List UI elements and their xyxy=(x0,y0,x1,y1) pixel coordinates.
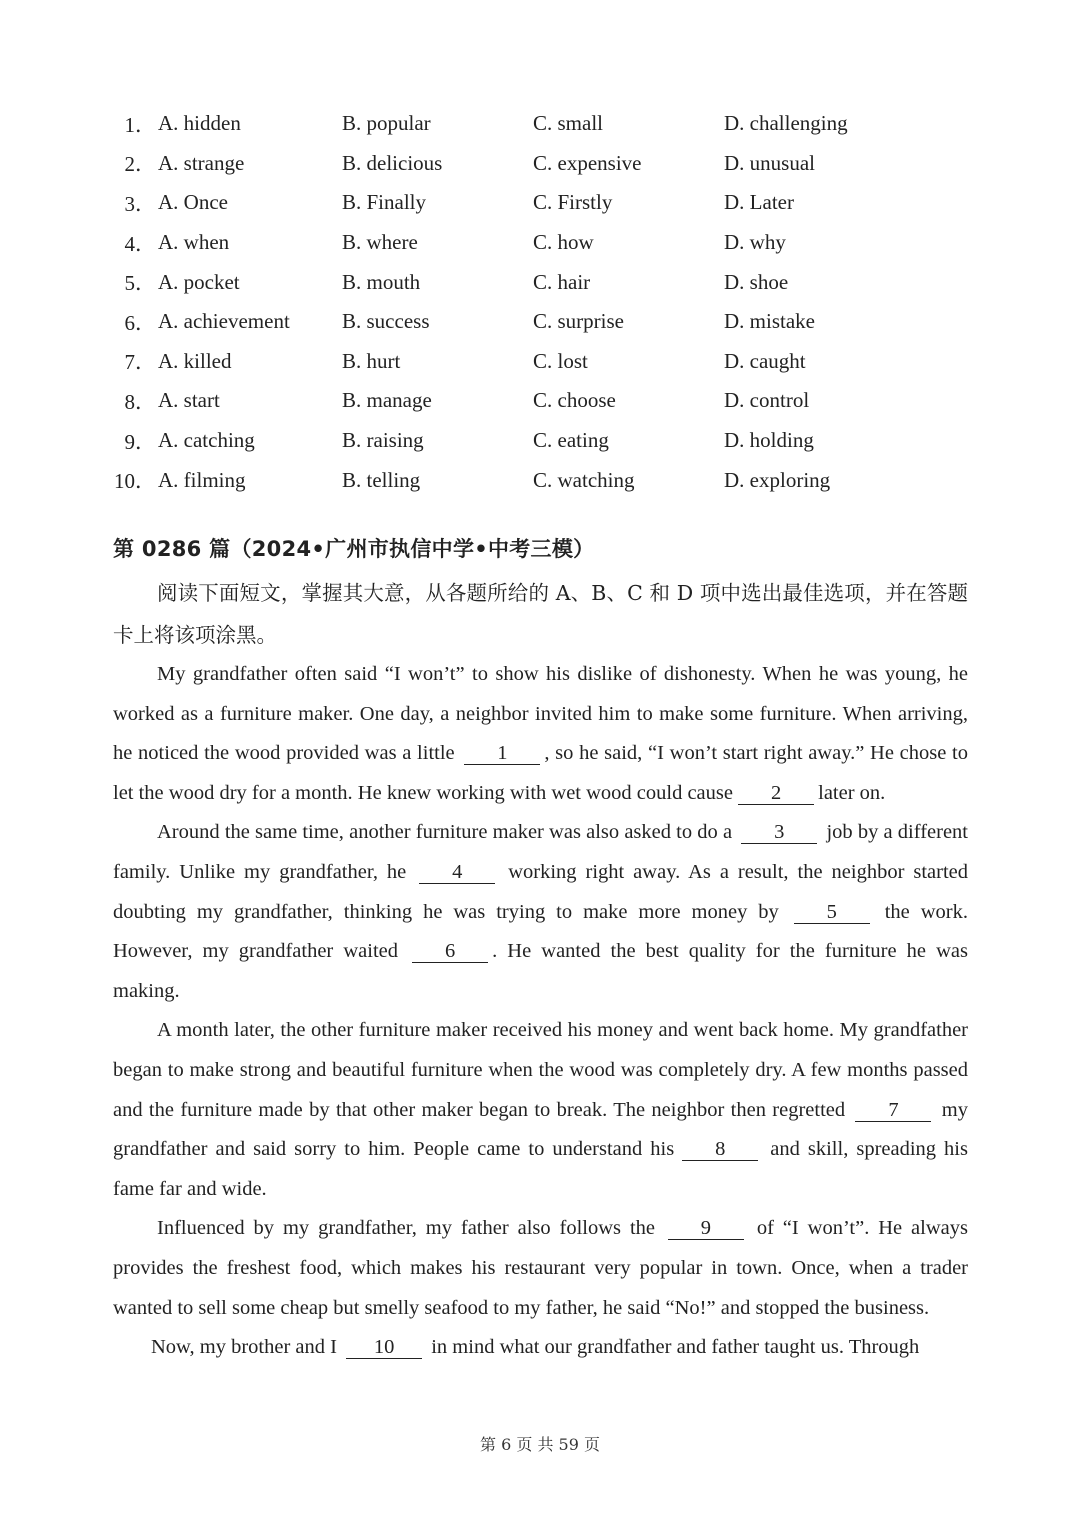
question-number: 4． xyxy=(124,231,156,256)
paragraph-2 xyxy=(113,813,968,1011)
blank-5: 5 xyxy=(794,901,870,924)
options-table xyxy=(112,104,972,500)
option-row xyxy=(112,104,972,144)
option-a: A. start xyxy=(158,388,220,413)
blank-6: 6 xyxy=(412,940,488,963)
option-d: D. unusual xyxy=(724,150,815,175)
option-d: D. Later xyxy=(724,190,794,215)
question-number: 10． xyxy=(114,469,156,494)
option-b: B. manage xyxy=(342,388,432,413)
instruction-text: 阅读下面短文，掌握其大意，从各题所给的 A、B、C 和 D 项中选出最佳选项，并在答题卡上将该项涂黑。 xyxy=(113,581,968,647)
option-d: D. control xyxy=(724,388,810,413)
option-row xyxy=(112,262,972,302)
option-c: C. how xyxy=(533,230,594,255)
question-number: 5． xyxy=(124,271,156,296)
question-number: 9． xyxy=(124,429,156,454)
passage-text: my grandfather and said sorry to him. People came to understand his xyxy=(113,1098,969,1161)
option-a: A. pocket xyxy=(158,269,240,294)
option-d: D. exploring xyxy=(724,467,831,492)
option-d: D. holding xyxy=(724,428,814,453)
passage-text: in mind what our grandfather and father taught us. Through xyxy=(426,1336,920,1359)
option-c: C. Firstly xyxy=(533,190,613,215)
option-c: C. hair xyxy=(533,269,591,294)
option-row xyxy=(112,421,972,461)
paragraph-1 xyxy=(113,655,968,813)
option-row xyxy=(112,223,972,263)
option-d: D. shoe xyxy=(724,269,789,294)
section-title: 第 0286 篇（2024•广州市执信中学•中考三模） xyxy=(113,537,595,561)
option-b: B. popular xyxy=(342,111,431,136)
page-footer: 第 6 页 共 59 页 xyxy=(480,1435,600,1454)
option-c: C. surprise xyxy=(533,309,624,334)
passage-text: , so he said, “I won’t start right away.” He chose to let the wood dry for a month. He knew working with wet wood could cause xyxy=(113,742,968,804)
blank-4: 4 xyxy=(419,861,495,884)
option-d: D. caught xyxy=(724,348,806,373)
question-number: 3． xyxy=(124,191,156,216)
passage-text: Now, my brother and I xyxy=(151,1336,343,1359)
option-d: D. challenging xyxy=(724,111,848,136)
question-number: 7． xyxy=(124,350,156,375)
passage-text: later on. xyxy=(818,781,886,804)
option-a: A. hidden xyxy=(158,111,241,136)
option-c: C. expensive xyxy=(533,150,642,175)
question-number: 8． xyxy=(124,389,156,414)
blank-10: 10 xyxy=(346,1336,422,1359)
option-a: A. strange xyxy=(158,150,245,175)
option-row xyxy=(112,381,972,421)
option-d: D. why xyxy=(724,230,786,255)
passage-text: the work. However, my grandfather waited xyxy=(113,900,968,963)
question-number: 1． xyxy=(124,112,156,137)
blank-2: 2 xyxy=(738,782,814,805)
option-b: B. raising xyxy=(342,428,424,453)
option-b: B. hurt xyxy=(342,348,401,373)
passage-text: Around the same time, another furniture maker was also asked to do a xyxy=(157,821,738,844)
option-c: C. small xyxy=(533,111,604,136)
blank-1: 1 xyxy=(464,742,540,765)
passage-text: My grandfather often said “I won’t” to show his dislike of dishonesty. When he was young, he worked as a furniture maker. One day, a neighbor invited him to make some furniture. When arriving, he noticed the wood provided was a little xyxy=(113,663,968,765)
passage-text: Influenced by my grandfather, my father also follows the xyxy=(157,1217,664,1240)
option-row xyxy=(112,342,972,382)
option-c: C. lost xyxy=(533,348,588,373)
passage-text: A month later, the other furniture maker received his money and went back home. My grandfather began to make strong and beautiful furniture when the wood was completely dry. A few months passed and the furniture made by that other maker began to break. The neighbor then regretted xyxy=(113,1019,968,1121)
option-row xyxy=(112,144,972,184)
paragraph-5 xyxy=(113,1328,968,1368)
passage-text: and skill, spreading his fame far and wide. xyxy=(113,1138,968,1200)
option-row xyxy=(112,302,972,342)
passage-text: of “I won’t”. He always provides the freshest food, which makes his restaurant very popular in town. Once, when a trader wanted to sell some cheap but smelly seafood to my father, he said “No!” and stopped the business. xyxy=(113,1217,968,1319)
option-a: A. when xyxy=(158,230,230,255)
question-number: 2． xyxy=(124,152,156,177)
option-d: D. mistake xyxy=(724,309,815,334)
question-number: 6． xyxy=(124,310,156,335)
blank-8: 8 xyxy=(682,1138,758,1161)
paragraph-3 xyxy=(113,1011,968,1209)
option-b: B. where xyxy=(342,230,418,255)
option-b: B. telling xyxy=(342,467,421,492)
passage-text: job by a different family. Unlike my grandfather, he xyxy=(113,821,969,883)
option-c: C. watching xyxy=(533,467,635,492)
option-a: A. achievement xyxy=(158,309,290,334)
option-b: B. Finally xyxy=(342,190,427,215)
paragraph-4 xyxy=(113,1209,968,1328)
option-c: C. eating xyxy=(533,428,609,453)
option-b: B. mouth xyxy=(342,269,421,294)
option-row xyxy=(112,183,972,223)
option-b: B. delicious xyxy=(342,150,443,175)
blank-7: 7 xyxy=(855,1099,931,1122)
blank-9: 9 xyxy=(668,1217,744,1240)
blank-3: 3 xyxy=(741,821,817,844)
option-a: A. killed xyxy=(158,348,232,373)
option-row xyxy=(112,460,972,500)
option-c: C. choose xyxy=(533,388,616,413)
passage-text: . He wanted the best quality for the furniture he was making. xyxy=(113,940,968,1002)
reading-passage xyxy=(113,655,968,1368)
option-a: A. catching xyxy=(158,428,255,453)
option-a: A. Once xyxy=(158,190,228,215)
option-a: A. filming xyxy=(158,467,246,492)
passage-text: working right away. As a result, the neighbor started doubting my grandfather, thinking he was trying to make more money by xyxy=(113,860,968,923)
option-b: B. success xyxy=(342,309,430,334)
